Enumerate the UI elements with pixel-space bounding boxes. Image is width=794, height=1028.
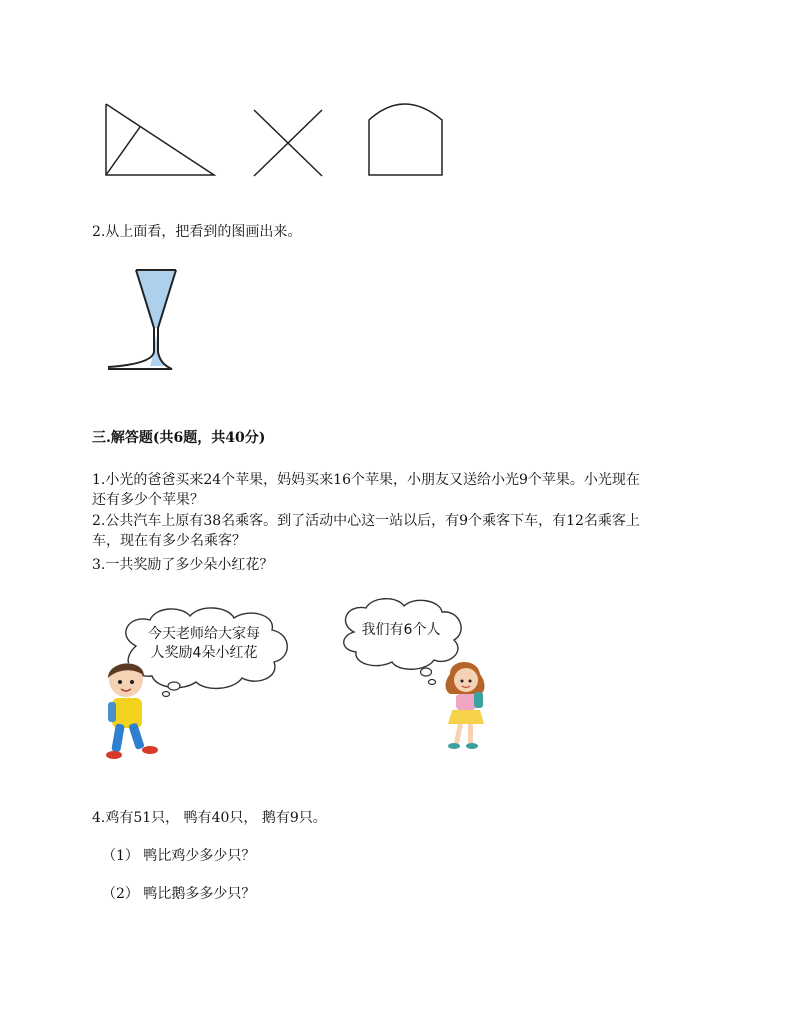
bubble-left-line-1: 今天老师给大家每: [148, 626, 260, 642]
shape-arch-figure: [366, 98, 446, 178]
question-1-line-2: 还有多少个苹果？: [92, 492, 204, 508]
question-1-line-1: 1.小光的爸爸买来24个苹果，妈妈买来16个苹果，小朋友又送给小光9个苹果。小光现在: [92, 472, 640, 488]
question-2-line-1: 2.公共汽车上原有38名乘客。到了活动中心这一站以后，有9个乘客下车，有12名乘客上: [92, 513, 640, 529]
section-3-heading: 三.解答题(共6题，共40分): [92, 430, 266, 446]
bubble-right-text: 我们有6个人: [361, 622, 441, 638]
question-4-sub-1: （1） 鸭比鸡少多少只？: [102, 848, 256, 864]
question-4-text: 4.鸡有51只， 鸭有40只， 鹅有9只。: [92, 810, 327, 826]
question-2-text: 2.从上面看，把看到的图画出来。: [92, 224, 302, 240]
boy-illustration: [98, 660, 164, 762]
wine-glass-figure: [104, 266, 180, 374]
question-3-text: 3.一共奖励了多少朵小红花？: [92, 557, 274, 573]
shape-triangle-figure: [104, 102, 216, 178]
question-4-sub-2: （2） 鸭比鹅多多少只？: [102, 886, 256, 902]
bubble-left-line-2: 人奖励4朵小红花: [150, 645, 258, 661]
girl-illustration: [436, 660, 488, 752]
shape-cross-figure: [252, 108, 324, 178]
question-2-line-2: 车，现在有多少名乘客？: [92, 533, 246, 549]
